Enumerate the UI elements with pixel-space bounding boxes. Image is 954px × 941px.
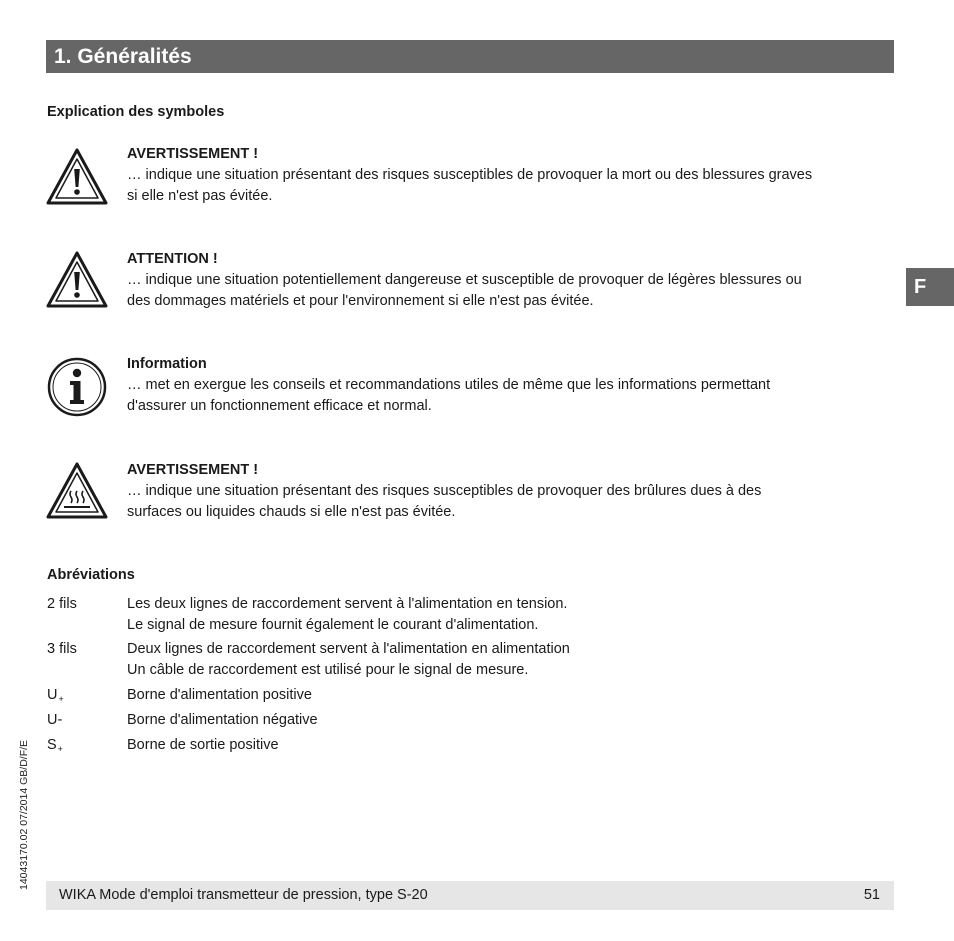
symbol-desc-line: d'assurer un fonctionnement efficace et normal.	[127, 398, 432, 414]
definition-line: Les deux lignes de raccordement servent à l'alimentation en tension.	[127, 596, 568, 612]
symbol-title: AVERTISSEMENT !	[127, 146, 259, 162]
information-icon	[46, 356, 108, 418]
section-title: 1. Généralités	[46, 40, 894, 73]
abbreviation-definition	[127, 639, 847, 681]
abbreviation-definition	[127, 735, 847, 756]
warning-triangle-icon	[46, 147, 108, 209]
document-code: 14043170.02 07/2014 GB/D/F/E	[18, 739, 30, 890]
symbol-item	[127, 354, 897, 417]
definition-line: Le signal de mesure fournit également le courant d'alimentation.	[127, 617, 539, 633]
definition-line: Un câble de raccordement est utilisé pour le signal de mesure.	[127, 662, 529, 678]
definition-line: Borne d'alimentation positive	[127, 687, 312, 703]
symbol-desc-line: surfaces ou liquides chauds si elle n'est pas évitée.	[127, 504, 456, 520]
page-number: 51	[863, 887, 880, 903]
abbreviation-term: U-	[47, 712, 63, 728]
warning-triangle-icon	[46, 250, 108, 312]
symbol-item	[127, 144, 897, 207]
symbol-item	[127, 460, 897, 523]
abbreviations-heading: Abréviations	[47, 567, 135, 583]
symbol-desc-line: … met en exergue les conseils et recommandations utiles de même que les informations permettant	[127, 377, 771, 393]
footer-title: WIKA Mode d'emploi transmetteur de pression, type S-20	[59, 887, 428, 903]
abbreviation-definition	[127, 685, 847, 706]
abbreviation-term: $S_+$	[47, 737, 63, 754]
footer	[46, 881, 894, 910]
symbol-desc-line: si elle n'est pas évitée.	[127, 188, 273, 204]
symbol-desc-line: … indique une situation présentant des risques susceptibles de provoquer la mort ou des blessures graves	[127, 167, 813, 183]
abbreviation-term: 3 fils	[47, 641, 77, 657]
symbol-title: ATTENTION !	[127, 251, 218, 267]
symbol-item	[127, 249, 897, 312]
subscript-plus: +	[57, 744, 63, 754]
subscript-plus: +	[58, 694, 64, 704]
symbols-heading: Explication des symboles	[47, 104, 225, 120]
definition-line: Borne d'alimentation négative	[127, 712, 318, 728]
definition-line: Borne de sortie positive	[127, 737, 279, 753]
abbreviation-term: 2 fils	[47, 596, 77, 612]
abbreviation-term: $U_+$	[47, 687, 64, 704]
hot-surface-warning-icon	[46, 461, 108, 523]
abbreviation-definition	[127, 710, 847, 731]
abbreviation-definition	[127, 594, 847, 636]
symbol-title: AVERTISSEMENT !	[127, 462, 259, 478]
symbol-desc-line: … indique une situation potentiellement dangereuse et susceptible de provoquer de légères blessures ou	[127, 272, 802, 288]
language-tab: F	[906, 268, 954, 306]
symbol-title: Information	[127, 356, 207, 372]
symbol-desc-line: des dommages matériels et pour l'environnement si elle n'est pas évitée.	[127, 293, 594, 309]
definition-line: Deux lignes de raccordement servent à l'alimentation en alimentation	[127, 641, 570, 657]
symbol-desc-line: … indique une situation présentant des risques susceptibles de provoquer des brûlures dues à des	[127, 483, 762, 499]
